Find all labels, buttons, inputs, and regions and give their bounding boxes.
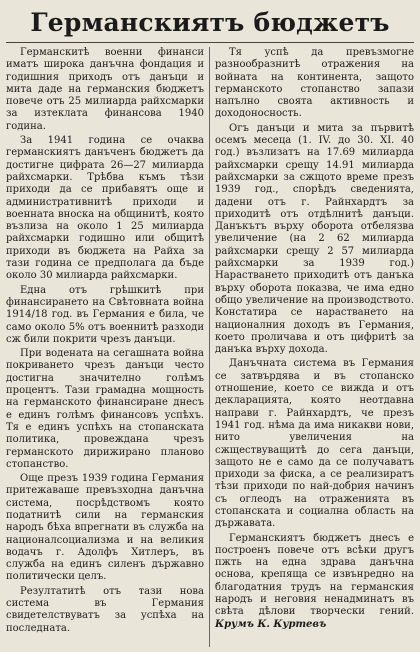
left-column: [6, 47, 210, 647]
paragraph: Огъ данъци и мита за първитѣ осемъ месеца (1. IV. до 30. XI. 40 год.) възлизатъ на 17.69 милиарда райхсмарки срещу 14.91 милиарда райхсмарки за сжщото време презъ 1939 год., спорѣдъ сведенията, дадени отъ г. Райнхардтъ за приходитѣ отъ отдѣлнитѣ данъци. Данъкътъ върху оборота отбелязва увеличение (на 2 62 милиарда райхсмарки срещу 2 57 милиарда райхсмарки за 1939 год.) Нарастването приходитѣ отъ данъка върху оборота показва, че има едно общо увеличение на производството. Констатира се нарастването на националния доходъ въ Германия, което проличава и отъ цифритѣ за данъка върху дохода.: [215, 122, 414, 356]
paragraph: Тя успѣ да превъзмогне разнообразнитѣ отражения на войната на континента, защото германското стопанство запази напълно своята активность и доходоносность.: [215, 47, 414, 120]
paragraph: Още презъ 1939 година Германия притежаваше превъзходна данъчна система, посрѣдствомъ която податнитѣ сили на германския народъ бѣха впрегнати въ служба на националсоциализма и на великия водачъ г. Адолфъ Хитлеръ, въ служба на единъ силенъ държавно политически целъ.: [6, 473, 204, 583]
paragraph-last: [215, 533, 414, 631]
paragraph: Една отъ грѣшкитѣ при финансирането на Свѣтовната война 1914/18 год. въ Германия е била, че само около 5% отъ военнитѣ разходи сж били покрити чрезъ данъци.: [6, 284, 204, 345]
article-columns: [6, 47, 414, 647]
paragraph: При водената на сегашната война покриването чрезъ данъци често достигна значително голѣмъ процентъ. Тази грамадна мощность на германското финансиране днесъ е единъ голѣмъ финансовъ успѣхъ. Тя е единъ успѣхъ на стопанската политика, провеждана чрезъ германското дирижирано планово стопанство.: [6, 348, 204, 470]
paragraph: Резултатитѣ отъ тази нова система въ Германия свидетелствуватъ за успѣха на последната.: [6, 585, 204, 634]
author-signature: Крумъ К. Куртевъ: [215, 618, 327, 630]
paragraph-text: Германскиятъ бюджетъ днесъ е построенъ повече отъ всѣки другъ пжть на една здрава данъчна основа, крепяща се извънредно на благодатния трудъ на германския народъ и неговия ненадминатъ въ свѣта дѣлови творчески гений.: [215, 532, 414, 618]
paragraph: За 1941 година се очаква германскиятъ данъченъ бюджетъ да достигне цифрата 26—27 милиарда райхсмарки. Трѣбва къмъ тѣзи приходи да се прибавятъ още и административнитѣ приходи и военната вноска на общинитѣ, която възлиза на около 1 25 милиарда райхсмарки годишно или общитѣ приходи въ бюджета на Райха за тази година се предполага да бъдe около 30 милиарда райхсмарки.: [6, 135, 204, 282]
paragraph: Германскитѣ военни финанси иматъ широка данъчна фондация и годишния приходъ отъ данъци и мита даде на германския бюджетъ повече отъ 25 милиарда райхсмарки за изтеклата финансова 1940 година.: [6, 47, 204, 132]
right-column: [210, 47, 414, 647]
article-headline: Германскиятъ бюджетъ: [6, 4, 414, 43]
paragraph: Данъчната система въ Германия се затвърдява и въ стопанско отношение, което се вижда и отъ декларацията, която неотдавна направи г. Райнхардтъ, че презъ 1941 год. нѣма да има никакви нови, нито увеличения на сжществуващитѣ до сега данъци, защото не е само да се получаватъ приходи за фиска, а се реализиратъ тѣзи приходи по най-добрия начинъ съ оглеодъ на отраженията въ стопанската и социална область на държавата.: [215, 358, 414, 530]
